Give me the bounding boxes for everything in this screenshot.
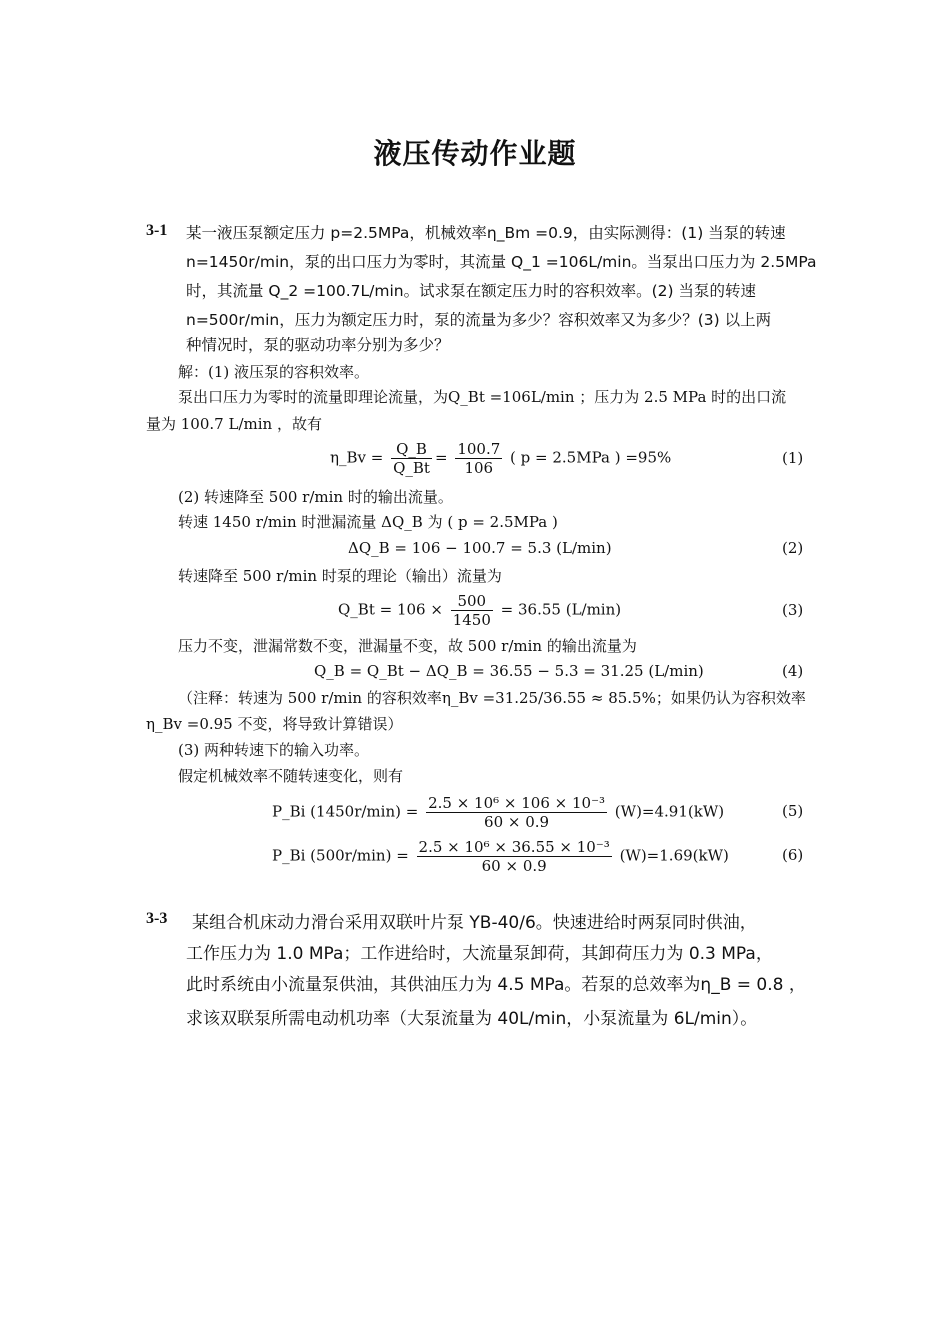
solution-text: 转速降至 500 r/min 时泵的理论（输出）流量为: [178, 567, 502, 585]
equation-number: (3): [782, 601, 804, 619]
equation-rest: (W)=4.91(kW): [614, 802, 725, 821]
problem-line: n=500r/min，压力为额定压力时，泵的流量为多少？容积效率又为多少？(3) 以上两: [186, 311, 772, 329]
equation-1: η_Bv = $\frac{Q\_B}{Q\_Bt}$ = $\frac{100.7}{106}$ ( p = 2.5MPa ) =95%: [330, 440, 672, 477]
denominator: 106: [464, 459, 494, 477]
numerator: 2.5 × 10⁶ × 106 × 10⁻³: [428, 794, 606, 812]
equation-rest: ( p = 2.5MPa ) =95%: [510, 448, 672, 467]
problem-line: 工作压力为 1.0 MPa；工作进给时，大流量泵卸荷，其卸荷压力为 0.3 MPa，: [186, 944, 773, 964]
denominator: 60 × 0.9: [481, 857, 547, 875]
problem-number: 3-3: [146, 910, 168, 927]
solution-text: 转速 1450 r/min 时泄漏流量 ΔQ_B 为 ( p = 2.5MPa ): [178, 513, 558, 531]
solution-text: 量为 100.7 L/min ，故有: [146, 415, 322, 433]
solution-text: 假定机械效率不随转速变化，则有: [178, 767, 404, 785]
denominator: 1450: [452, 611, 491, 629]
equation-lhs: η_Bv =: [330, 448, 384, 467]
equation-number: (5): [782, 802, 804, 820]
equation-rest: = 36.55 (L/min): [500, 600, 622, 619]
solution-text: （注释：转速为 500 r/min 的容积效率η_Bv =31.25/36.55 ≈ 85.5%；如果仍认为容积效率: [178, 689, 806, 707]
equation-rest: (W)=1.69(kW): [619, 846, 729, 865]
denominator: Q_Bt: [393, 459, 430, 477]
equation-lhs: Q_Bt = 106 ×: [338, 600, 443, 619]
equation-number: (1): [782, 449, 804, 467]
fraction: [417, 838, 612, 875]
equation-number: (6): [782, 846, 804, 864]
problem-line: 某一液压泵额定压力 p=2.5MPa，机械效率η_Bm =0.9，由实际测得：(1) 当泵的转速: [186, 224, 786, 242]
denominator: 60 × 0.9: [484, 813, 550, 831]
page-title: 液压传动作业题: [373, 137, 577, 170]
problem-line: 求该双联泵所需电动机功率（大泵流量为 40L/min，小泵流量为 6L/min）。: [186, 1009, 758, 1029]
equation-number: (2): [782, 539, 804, 557]
problem-line: 种情况时，泵的驱动功率分别为多少？: [186, 336, 450, 354]
numerator: Q_B: [391, 440, 432, 459]
problem-line: 此时系统由小流量泵供油，其供油压力为 4.5 MPa。若泵的总效率为η_B = 0.8 ，: [186, 975, 806, 995]
numerator: 500: [451, 592, 493, 611]
problem-line: n=1450r/min，泵的出口压力为零时，其流量 Q_1 =106L/min。当泵出口压力为 2.5MPa: [186, 253, 817, 271]
problem-line: 时，其流量 Q_2 =100.7L/min。试求泵在额定压力时的容积效率。(2) 当泵的转速: [186, 282, 756, 300]
solution-text: 压力不变，泄漏常数不变，泄漏量不变，故 500 r/min 的输出流量为: [178, 637, 637, 655]
problem-number: 3-1: [146, 222, 168, 239]
equation-lhs: P_Bi (1450r/min) =: [272, 802, 419, 821]
fraction: [455, 440, 502, 477]
equation-lhs: P_Bi (500r/min) =: [272, 846, 409, 865]
solution-text: 解：(1) 液压泵的容积效率。: [178, 363, 370, 381]
equation-number: (4): [782, 662, 804, 680]
equation-4: Q_B = Q_Bt − ΔQ_B = 36.55 − 5.3 = 31.25 (L/min): [314, 662, 704, 680]
solution-text: η_Bv =0.95 不变，将导致计算错误）: [146, 715, 403, 733]
equation-5: [272, 794, 724, 831]
solution-text: (2) 转速降至 500 r/min 时的输出流量。: [178, 488, 453, 506]
fraction: [391, 440, 432, 477]
equation-6: [272, 838, 729, 875]
fraction: [451, 592, 493, 629]
numerator: 2.5 × 10⁶ × 36.55 × 10⁻³: [418, 838, 610, 856]
equation-2: ΔQ_B = 106 − 100.7 = 5.3 (L/min): [348, 539, 612, 557]
solution-text: (3) 两种转速下的输入功率。: [178, 741, 370, 759]
solution-text: 泵出口压力为零时的流量即理论流量，为Q_Bt =106L/min ；压力为 2.5 MPa 时的出口流: [178, 388, 787, 406]
equation-3: [338, 592, 621, 629]
problem-line: 某组合机床动力滑台采用双联叶片泵 YB-40/6。快速进给时两泵同时供油，: [192, 913, 757, 933]
fraction: [426, 794, 607, 831]
numerator: 100.7: [457, 440, 501, 458]
